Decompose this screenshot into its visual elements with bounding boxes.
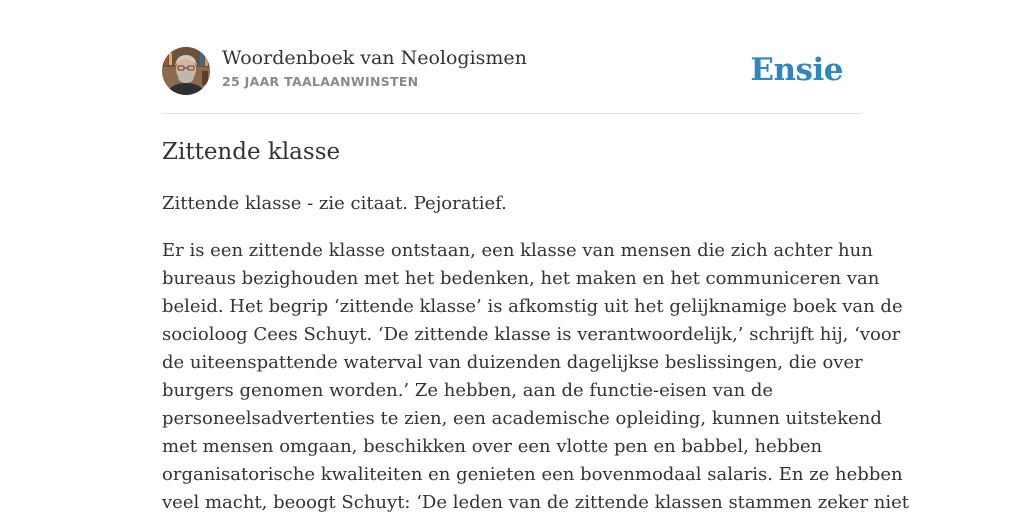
- quote-line: burgers genomen worden.’ Ze hebben, aan de functie-eisen van de: [162, 380, 774, 401]
- site-header: [162, 0, 862, 114]
- quote-line: personeelsadvertenties te zien, een academische opleiding, kunnen uitstekend: [162, 408, 882, 429]
- page: [162, 0, 909, 513]
- quote-line: Er is een zittende klasse ontstaan, een klasse van mensen die zich achter hun: [162, 240, 873, 261]
- avatar[interactable]: [162, 47, 210, 95]
- brand-logo[interactable]: Ensie: [750, 52, 843, 88]
- quote-line: veel macht, beoogt Schuyt: ‘De leden van de zittende klassen stammen zeker niet: [162, 492, 909, 513]
- portrait-avatar-icon: [162, 47, 210, 95]
- quote-line: bureaus bezighouden met het bedenken, het maken en het communiceren van: [162, 268, 880, 289]
- quote-line: de uiteenspattende waterval van duizenden dagelijkse beslissingen, die over: [162, 352, 863, 373]
- quote-line: socioloog Cees Schuyt. ‘De zittende klasse is verantwoordelijk,’ schrijft hij, ‘voor: [162, 324, 901, 345]
- entry-title: Zittende klasse: [162, 139, 341, 165]
- site-title[interactable]: Woordenboek van Neologismen: [222, 47, 527, 69]
- quote-line: organisatorische kwaliteiten en genieten een bovenmodaal salaris. En ze hebben: [162, 464, 903, 485]
- quote-line: met mensen omgaan, beschikken over een vlotte pen en babbel, hebben: [162, 436, 823, 457]
- entry-quote: [162, 237, 909, 517]
- entry-definition: Zittende klasse - zie citaat. Pejoratief.: [162, 193, 507, 214]
- quote-line: beleid. Het begrip ‘zittende klasse’ is afkomstig uit het gelijknamige boek van de: [162, 296, 903, 317]
- site-subtitle: 25 JAAR TAALAANWINSTEN: [222, 74, 419, 89]
